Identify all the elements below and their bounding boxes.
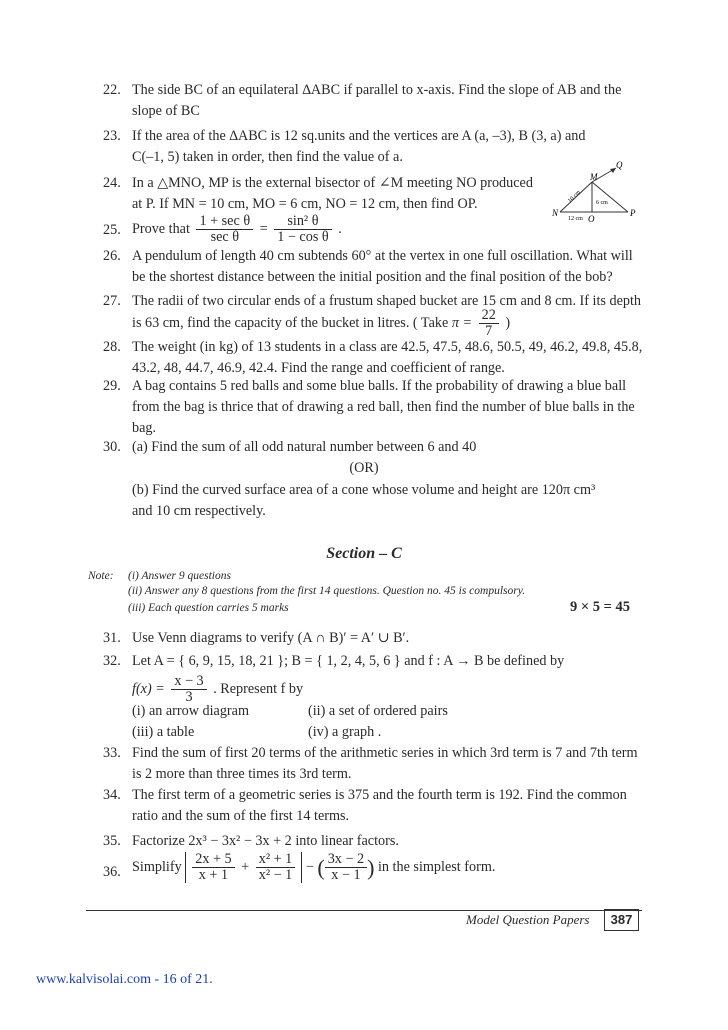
footer-rule <box>86 910 642 911</box>
question-number: 34. <box>103 787 121 803</box>
denominator: x − 1 <box>331 867 361 883</box>
question-text: Use Venn diagrams to verify (A ∩ B)′ = A′ ∪ B′. <box>132 630 410 646</box>
fraction <box>192 852 234 883</box>
question-text: (a) Find the sum of all odd natural number between 6 and 40 <box>132 439 477 455</box>
question-text: A pendulum of length 40 cm subtends 60° at the vertex in one full oscillation. What will <box>132 248 633 264</box>
period: . <box>338 220 342 237</box>
note-item: (i) Answer 9 questions <box>128 570 231 582</box>
numerator: 22 <box>479 308 499 324</box>
question-text: bag. <box>132 420 157 436</box>
question-text: The weight (in kg) of 13 students in a class are 42.5, 47.5, 48.6, 50.5, 49, 46.2, 49.8, 45.8, <box>132 339 643 355</box>
question-text: If the area of the ∆ABC is 12 sq.units and the vertices are A (a, –3), B (3, a) and <box>132 128 586 144</box>
question-text: Find the sum of first 20 terms of the arithmetic series in which 3rd term is 7 and 7th term <box>132 745 638 761</box>
question-text: Let A = { 6, 9, 15, 18, 21 }; B = { 1, 2, 4, 5, 6 } and f : A → B be defined by <box>132 653 565 669</box>
fraction <box>479 308 499 339</box>
question-text: C(–1, 5) taken in order, then find the value of a. <box>132 149 403 165</box>
numerator: x² + 1 <box>256 852 296 868</box>
pi-symbol: π = <box>451 314 473 331</box>
question-text: In a △MNO, MP is the external bisector of ∠M meeting NO produced <box>132 175 533 191</box>
question-text: A bag contains 5 red balls and some blue balls. If the probability of drawing a blue ball <box>132 378 627 394</box>
note-label: Note: <box>88 570 114 582</box>
option: (i) an arrow diagram <box>132 703 249 719</box>
plus-sign: + <box>241 858 250 875</box>
question-text: Prove that <box>132 220 190 237</box>
bracket-group <box>185 852 302 883</box>
label-mn: 10 cm <box>567 189 582 205</box>
question-number: 22. <box>103 82 121 98</box>
question-text: ratio and the sum of the first 14 terms. <box>132 808 350 824</box>
question-text: is 2 more than three times its 3rd term. <box>132 766 352 782</box>
question-text: (b) Find the curved surface area of a cone whose volume and height are 120π cm³ <box>132 482 596 498</box>
denominator: 1 − cos θ <box>277 229 329 245</box>
question-text: The first term of a geometric series is 375 and the fourth term is 192. Find the common <box>132 787 627 803</box>
question-text: is 63 cm, find the capacity of the bucket in litres. ( Take <box>132 314 449 331</box>
triangle-figure <box>548 158 648 230</box>
source-url[interactable]: www.kalvisolai.com - 16 of 21. <box>36 972 213 987</box>
numerator: 3x − 2 <box>325 852 367 868</box>
denominator: 3 <box>185 689 193 705</box>
note-item: (iii) Each question carries 5 marks <box>128 602 289 614</box>
question-text: be the shortest distance between the initial position and the final position of the bob? <box>132 269 613 285</box>
question-number: 36. <box>103 864 121 880</box>
or-text: (OR) <box>349 460 379 476</box>
question-text: The radii of two circular ends of a frustum shaped bucket are 15 cm and 8 cm. If its depth <box>132 293 642 309</box>
label-q: Q <box>616 160 623 170</box>
question-text: The side BC of an equilateral ∆ABC if parallel to x-axis. Find the slope of AB and the <box>132 82 622 98</box>
question-number: 25. <box>103 222 121 238</box>
question-text: Factorize 2x³ − 3x² − 3x + 2 into linear factors. <box>132 833 399 849</box>
label-mo: 6 cm <box>596 200 608 206</box>
denominator: x + 1 <box>198 867 229 883</box>
or-separator <box>0 458 728 479</box>
question-number: 26. <box>103 248 121 264</box>
question-number: 27. <box>103 293 121 309</box>
question-text: 43.2, 48, 44.7, 46.9, 42.4. Find the range and coefficient of range. <box>132 360 505 376</box>
page-number: 387 <box>604 909 639 931</box>
equals-sign: = <box>259 220 268 237</box>
note-item: (ii) Answer any 8 questions from the first 14 questions. Question no. 45 is compulsory. <box>128 585 526 597</box>
question-number: 31. <box>103 630 121 646</box>
fraction <box>325 852 367 883</box>
fraction <box>274 214 331 245</box>
option-row <box>308 701 448 722</box>
label-no: 12 cm <box>568 216 583 222</box>
function-label: f(x) = <box>132 680 165 697</box>
denominator: x² − 1 <box>258 867 293 883</box>
numerator: x − 3 <box>171 674 206 690</box>
question-text: from the bag is thrice that of drawing a red ball, then find the number of blue balls in the <box>132 399 635 415</box>
minus-sign: − <box>305 858 314 875</box>
question-text: at P. If MN = 10 cm, MO = 6 cm, NO = 12 cm, then find OP. <box>132 196 478 212</box>
question-number: 30. <box>103 439 121 455</box>
question-text: ) <box>505 314 511 331</box>
footer-title: Model Question Papers <box>466 912 590 927</box>
question-number: 28. <box>103 339 121 355</box>
numerator: sin² θ <box>274 214 331 230</box>
numerator: 1 + sec θ <box>196 214 253 230</box>
label-m: M <box>590 172 598 182</box>
question-number: 35. <box>103 833 121 849</box>
question-text: Simplify <box>132 858 182 875</box>
marks-total: 9 × 5 = 45 <box>570 599 631 615</box>
numerator: 2x + 5 <box>192 852 234 868</box>
question-number: 32. <box>103 653 121 669</box>
label-n: N <box>552 208 559 218</box>
denominator: sec θ <box>210 229 240 245</box>
section-title: Section – C <box>326 545 402 562</box>
label-o: O <box>588 214 595 224</box>
option: (iv) a graph . <box>308 724 382 740</box>
option-row <box>132 701 249 722</box>
option-row <box>132 722 194 743</box>
question-number: 29. <box>103 378 121 394</box>
option: (iii) a table <box>132 724 195 740</box>
question-text: and 10 cm respectively. <box>132 503 266 519</box>
question-text: in the simplest form. <box>377 858 496 875</box>
question-number: 33. <box>103 745 121 761</box>
option-row <box>308 722 381 743</box>
fraction <box>196 214 253 245</box>
fraction <box>256 852 296 883</box>
option: (ii) a set of ordered pairs <box>308 703 448 719</box>
question-number: 24. <box>103 175 121 191</box>
question-number: 23. <box>103 128 121 144</box>
question-text: . Represent f by <box>213 680 304 697</box>
question-text: slope of BC <box>132 103 200 119</box>
denominator: 7 <box>485 323 493 339</box>
label-p: P <box>630 208 636 218</box>
